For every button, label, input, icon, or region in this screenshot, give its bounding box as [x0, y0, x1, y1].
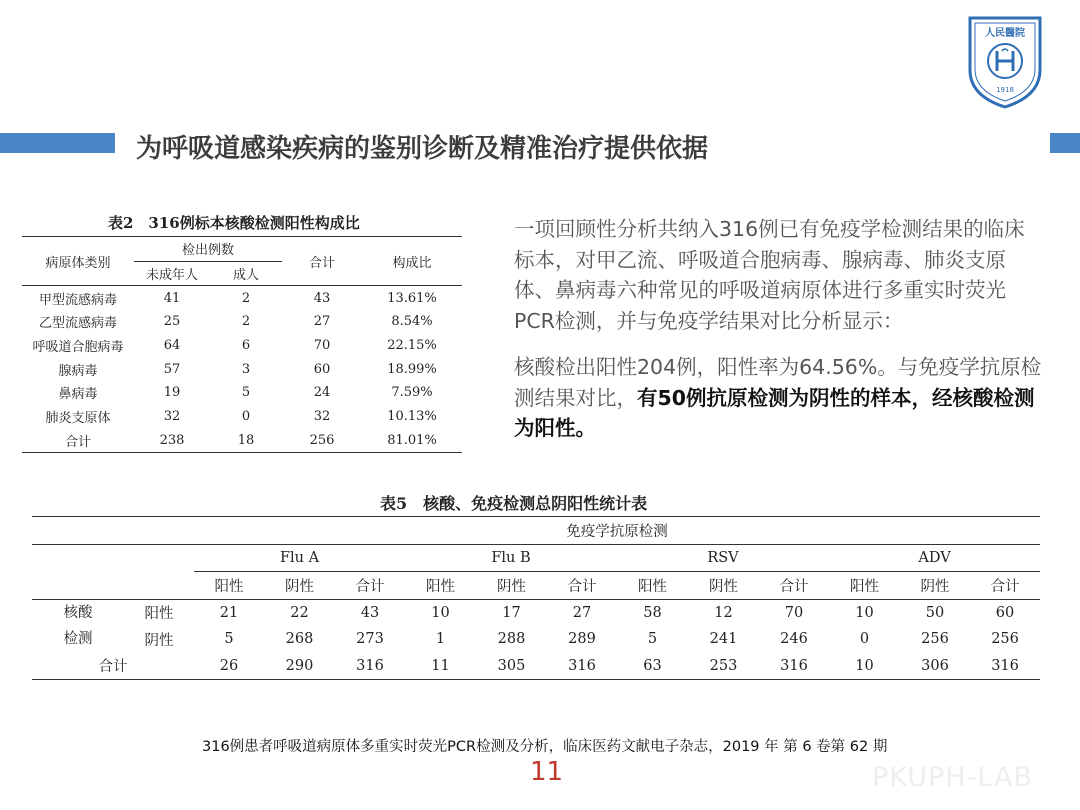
t5-row-group-label-line1: 核酸: [63, 605, 93, 621]
summary-paragraph-1: 一项回顾性分析共纳入316例已有免疫学检测结果的临床标本，对甲乙流、呼吸道合胞病毒、腺病毒、肺炎支原体、鼻病毒六种常见的呼吸道病原体进行多重实时荧光PCR检测，并与免疫学结果对比分析显示：: [514, 217, 1025, 333]
t5-subheader: 阴性: [264, 572, 335, 600]
t2-cell-minor: 32: [163, 409, 181, 425]
t5-cell: 10: [431, 604, 450, 621]
table2: [22, 236, 462, 453]
table-row: [22, 357, 462, 381]
table-row: [22, 286, 462, 310]
t2-header-category: 病原体类别: [22, 237, 134, 286]
table-row: [22, 381, 462, 405]
t5-cell: 5: [647, 631, 658, 648]
t5-cell: 27: [572, 604, 592, 621]
t2-cell-adult: 0: [241, 409, 251, 425]
t2-cell-ratio: 81.01%: [362, 429, 462, 453]
t5-row-label: 阳性: [144, 606, 174, 623]
summary-paragraph-2: [514, 352, 1044, 444]
t5-row-label: 阴性: [144, 632, 174, 649]
t2-cell-name: 乙型流感病毒: [38, 316, 117, 332]
t5-cell: 253: [688, 653, 759, 680]
t2-cell-ratio: 7.59%: [391, 385, 433, 401]
summary-plain-text: 核酸检出阳性204例，阳性率为64.56%。与免疫学抗原检测结果对比，: [514, 355, 1042, 410]
t2-cell-total: 43: [313, 290, 331, 306]
t2-cell-name: 呼吸道合胞病毒: [32, 340, 124, 356]
t2-header-minor: 未成年人: [134, 261, 210, 286]
t2-cell-name: 鼻病毒: [58, 387, 98, 403]
t5-total-label: 合计: [32, 653, 194, 680]
t5-cell: 316: [759, 653, 829, 680]
t5-group-header: 免疫学抗原检测: [194, 517, 1040, 545]
table-row: [22, 405, 462, 429]
t5-cell: 316: [970, 653, 1040, 680]
t5-pathogen-adv: ADV: [829, 544, 1040, 572]
t2-cell-total: 60: [313, 361, 331, 377]
t5-subheader: 合计: [547, 572, 617, 600]
t5-cell: 306: [900, 653, 970, 680]
t5-subheader: 合计: [970, 572, 1040, 600]
t2-cell-name: 甲型流感病毒: [38, 292, 117, 308]
t5-cell: 273: [356, 631, 384, 648]
title-accent-bar-left: [0, 133, 115, 153]
watermark: PKUPH-LAB: [872, 762, 1034, 793]
t2-cell-adult: 2: [241, 314, 251, 330]
t5-cell: 50: [925, 604, 945, 621]
t2-cell-minor: 25: [163, 314, 181, 330]
t5-cell: 288: [497, 631, 526, 648]
t2-cell-adult: 2: [241, 290, 251, 306]
t5-cell: 58: [643, 604, 662, 621]
t2-cell-total: 70: [313, 338, 331, 354]
t2-cell-ratio: 13.61%: [387, 290, 437, 306]
t5-cell: 316: [547, 653, 617, 680]
t5-cell: 289: [568, 631, 596, 648]
t2-cell-minor: 19: [163, 385, 181, 401]
t2-cell-minor: 57: [163, 361, 181, 377]
t5-cell: 60: [995, 604, 1015, 621]
t2-header-total: 合计: [282, 237, 362, 286]
t5-cell: 43: [360, 604, 380, 621]
table5-caption: 表5 核酸、免疫检测总阴阳性统计表: [380, 494, 648, 513]
t5-subheader: 阴性: [900, 572, 970, 600]
table-row: [22, 310, 462, 334]
t5-cell: 290: [264, 653, 335, 680]
page-title: 为呼吸道感染疾病的鉴别诊断及精准治疗提供依据: [136, 134, 709, 164]
t5-subheader: 阳性: [194, 572, 264, 600]
t5-cell: 241: [709, 631, 738, 648]
t5-subheader: 阴性: [476, 572, 547, 600]
page-number: 11: [530, 757, 564, 787]
t2-cell-adult: 5: [241, 385, 251, 401]
t5-subheader: 合计: [335, 572, 405, 600]
t5-cell: 10: [855, 604, 874, 621]
t5-cell: 12: [714, 604, 733, 621]
t2-cell-ratio: 22.15%: [387, 338, 437, 354]
t5-subheader: 阴性: [688, 572, 759, 600]
t2-header-detected: 检出例数: [134, 237, 282, 262]
t5-cell: 10: [829, 653, 900, 680]
t2-cell-minor: 238: [134, 429, 210, 453]
t5-cell: 1: [435, 631, 446, 648]
t5-cell: 268: [285, 631, 314, 648]
table-row: [32, 599, 1040, 626]
table-row-total: [32, 653, 1040, 680]
t2-cell-ratio: 8.54%: [391, 314, 433, 330]
svg-text:1918: 1918: [996, 86, 1014, 94]
t5-cell: 63: [617, 653, 688, 680]
t5-cell: 256: [991, 631, 1019, 648]
t2-cell-minor: 64: [163, 338, 181, 354]
t5-subheader: 阳性: [405, 572, 476, 600]
t5-subheader: 阳性: [829, 572, 900, 600]
t2-cell-name: 合计: [22, 429, 134, 453]
t2-cell-name: 腺病毒: [58, 363, 98, 379]
t2-header-ratio: 构成比: [362, 237, 462, 286]
t5-cell: 11: [405, 653, 476, 680]
t5-cell: 22: [290, 604, 309, 621]
t5-pathogen-rsv: RSV: [617, 544, 829, 572]
t5-row-group-label: [32, 599, 124, 653]
t5-pathogen-flu-a: Flu A: [194, 544, 405, 572]
t5-cell: 21: [219, 604, 239, 621]
svg-text:人民醫院: 人民醫院: [985, 28, 1025, 39]
table-row-total: [22, 429, 462, 453]
t2-cell-total: 256: [282, 429, 362, 453]
t5-cell: 0: [859, 631, 870, 648]
t2-cell-adult: 6: [241, 338, 251, 354]
table-row: [32, 626, 1040, 653]
t2-header-adult: 成人: [210, 261, 282, 286]
t2-cell-minor: 41: [163, 290, 181, 306]
title-accent-bar-right: [1050, 133, 1080, 153]
t2-cell-ratio: 10.13%: [387, 409, 437, 425]
t2-cell-total: 24: [313, 385, 331, 401]
t5-cell: 316: [335, 653, 405, 680]
t5-cell: 305: [476, 653, 547, 680]
t5-cell: 26: [194, 653, 264, 680]
t5-subheader: 阳性: [617, 572, 688, 600]
t2-cell-ratio: 18.99%: [387, 361, 437, 377]
table-row: [22, 334, 462, 358]
t2-cell-total: 32: [313, 409, 331, 425]
t2-cell-adult: 3: [241, 361, 251, 377]
t5-pathogen-flu-b: Flu B: [405, 544, 617, 572]
t5-cell: 17: [502, 604, 521, 621]
t2-cell-name: 肺炎支原体: [45, 411, 111, 427]
citation: 316例患者呼吸道病原体多重实时荧光PCR检测及分析，临床医药文献电子杂志，2019 年 第 6 卷第 62 期: [202, 739, 888, 755]
t2-cell-adult: 18: [210, 429, 282, 453]
t5-cell: 256: [921, 631, 949, 648]
t5-cell: 246: [780, 631, 808, 648]
table2-caption: 表2 316例标本核酸检测阳性构成比: [108, 214, 360, 232]
t2-cell-total: 27: [313, 314, 331, 330]
t5-cell: 5: [224, 631, 234, 648]
summary-highlight-text: 有50例抗原检测为阴性的样本，经核酸检测为阳性。: [514, 385, 1035, 440]
t5-subheader: 合计: [759, 572, 829, 600]
hospital-logo-icon: [966, 14, 1044, 110]
table5: [32, 516, 1040, 680]
t5-cell: 70: [784, 604, 804, 621]
summary-text: [514, 214, 1044, 444]
t5-row-group-label-line2: 检测: [63, 631, 93, 647]
